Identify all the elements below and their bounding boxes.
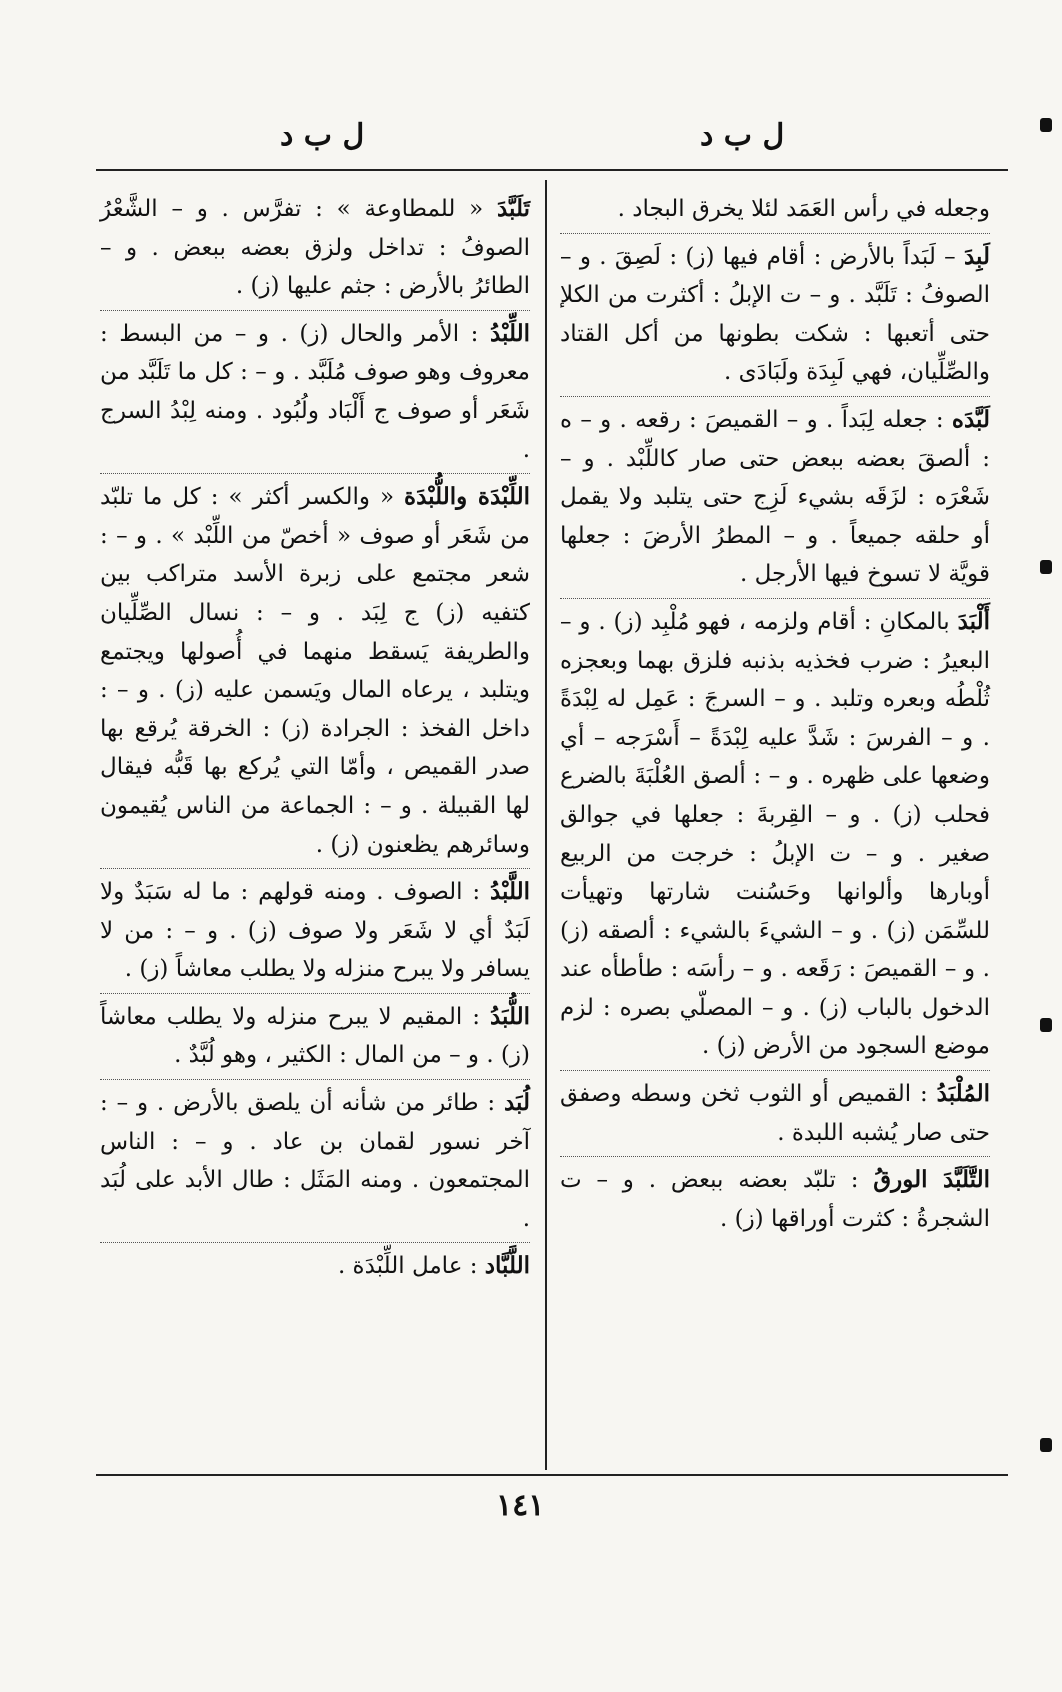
entry-headword: اللِّبْدُ [489,319,530,347]
left-column [100,184,530,1290]
entry-headword: أَلْبَدَ [957,607,990,635]
entry [560,598,990,1066]
entry [100,1079,530,1238]
entry-text: : تلبّد بعضه ببعض . و – ت الشجرةُ : كثرت أوراقها (ز) . [560,1167,990,1232]
entry [560,1070,990,1152]
entry [100,310,530,469]
edge-mark [1040,560,1052,574]
column-divider [545,180,547,1470]
entry-text: : الأمر والحال (ز) . و – من البسط : معروف وهو صوف مُلَبَّد . و – : كل ما تَلَبَّد من شَعَر أو صوف ج أَلْبَاد ولُبُود . ومنه لِبْدُ السرج . [100,320,530,463]
top-rule [96,169,1008,171]
entry-text: « والكسر أكثر » : كل ما تلبّد من شَعَر أو صوف « أخصّ من اللِّبْد » . و – : شعر مجتمع على زبرة الأسد متراكب بين كتفيه (ز) ج لِبَد . و – : نسال الصِّلِّيان والطريفة يَسقط منهما في أُصولها ويجتمع ويتلبد ، يرعاه المال ويَسمن عليه (ز) . و – : داخل الفخذ : الجرادة (ز) : الخرقة يُرقع بها صدر القميص ، وأمّا التي يُركع بها قَبُّه فيقال لها القبيلة . و – : الجماعة من الناس يُقيمون وسائرهم يظعنون (ز) . [100,484,530,858]
entry-headword: اللَّبْدُ [489,878,530,906]
edge-mark [1040,1018,1052,1032]
entry [560,186,990,229]
right-column [560,184,990,1242]
bottom-rule [96,1474,1008,1476]
entry-text: : طائر من شأنه أن يلصق بالأرض . و – : آخر نسور لقمان بن عاد . و – : الناس المجتمعون . ومنه المَثَل : طال الأبد على لُبَد . [100,1090,530,1232]
entry-text: : الصوف . ومنه قولهم : ما له سَبَدٌ ولا لَبَدٌ أي لا شَعَر ولا صوف (ز) . و – : من لا يسافر ولا يبرح منزله ولا يطلب معاشاً (ز) . [100,879,530,983]
entry [100,868,530,989]
entry-headword: تَلَبَّدَ [496,195,530,222]
entry-headword: لُبَد [503,1089,530,1117]
entry-text: : القميص أو الثوب ثخن وسطه وصفق حتى صار يُشبه اللبدة . [560,1081,990,1146]
entry [100,186,530,306]
entry [560,1156,990,1238]
entry [100,993,530,1075]
entry [100,473,530,864]
page-number: ١٤١ [496,1488,545,1523]
entry-text: « للمطاوعة » : تفرَّس . و – الشَّعْرُ الصوفُ : تداخل ولزق بعضه ببعض . و – الطائرُ بالأرض : جثم عليها (ز) . [100,196,530,300]
entry-headword: لَبِدَ [963,242,990,270]
running-header-left: ل ب د [280,118,365,153]
entry [100,1242,530,1286]
entry-headword: التَّلَبَّدَ الورقُ [873,1166,990,1194]
entry-headword: اللَّبَّاد [484,1252,530,1280]
entry-headword: المُلْبَدُ [936,1080,990,1108]
entry [560,396,990,594]
entry-headword: اللُّبَدُ [489,1002,530,1030]
edge-mark [1040,118,1052,132]
entry-headword: لَبَّدَه [951,405,990,433]
entry-text: – لَبَداً بالأرض : أقام فيها (ز) : لَصِقَ . و – الصوفُ : تَلَبَّد . و – ت الإبلُ : أكثرت من الكلإ حتى أتعبها : شكت بطونها من أكل القتاد والصِّلِّيان، فهي لَبِدَة ولَبَادَى . [560,243,990,386]
entry-text: وجعله في رأس العَمَد لئلا يخرق البجاد . [617,196,990,222]
entry [560,233,990,392]
edge-mark [1040,1438,1052,1452]
entry-headword: اللِّبْدَة واللُّبْدَة [404,483,531,511]
entry-text: : عامل اللِّبْدَة . [337,1253,485,1280]
running-header-right: ل ب د [700,118,785,153]
entry-text: بالمكانِ : أقام ولزمه ، فهو مُلْبِد (ز) . و – البعيرُ : ضرب فخذيه بذنبه فلزق بهما وبعجزه ثُلْطُه وبعره وتلبد . و – السرجَ : عَمِل له لِبْدَةً . و – الفرسَ : شَدَّ عليه لِبْدَةً – أَسْرَجه – أي وضعها على ظهره . و – : ألصق العُلْبَةَ بالضرع فحلب (ز) . و – القِربةَ : جعلها في جوالق صغير . و – ت الإبلُ : خرجت من الربيع أوبارها وألوانها وحَسُنت شارتها وتهيأت للسِّمَن (ز) . و – الشيءَ بالشيء : ألصقه (ز) . و – القميصَ : رَقَعه . و – رأسَه : طأطأه عند الدخول بالباب (ز) . و – المصلّي بصره : لزم موضع السجود من الأرض (ز) . [560,608,990,1060]
entry-text: : المقيم لا يبرح منزله ولا يطلب معاشاً (ز) . و – من المال : الكثير ، وهو لُبَّدٌ . [100,1003,530,1069]
entry-text: : جعله لِبَداً . و – القميصَ : رقعه . و – ه : ألصقَ بعضه ببعض حتى صار كاللِّبْد . و – شَعْرَه : لزَقَه بشيء لَزِج حتى يتلبد ولا يقمل أو حلقه جميعاً . و – المطرُ الأرضَ : جعلها قويَّة لا تسوخ فيها الأرجل . [560,406,990,588]
